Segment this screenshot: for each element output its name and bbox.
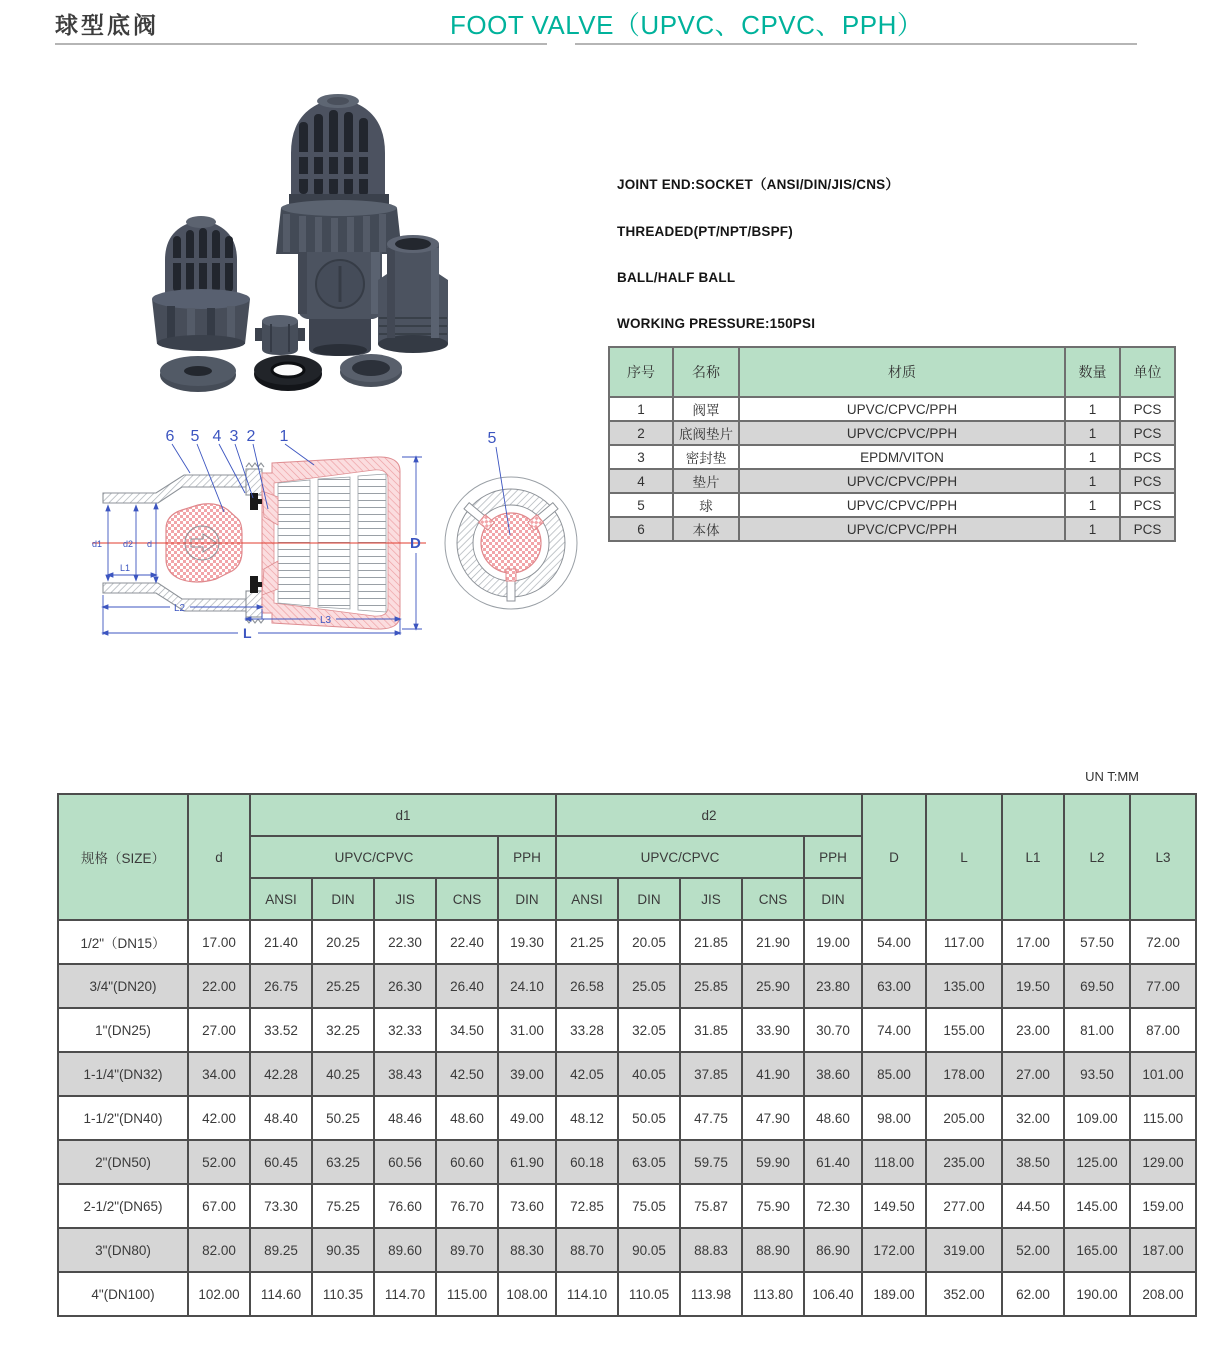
parts-table-cell: 底阀垫片 (673, 421, 739, 445)
parts-table-cell: 1 (1065, 493, 1120, 517)
dims-table-cell: 48.60 (436, 1096, 498, 1140)
dims-header-L2: L2 (1064, 794, 1130, 920)
dims-table-cell: 48.40 (250, 1096, 312, 1140)
dims-table-cell: 20.05 (618, 920, 680, 964)
dims-table-cell: 113.80 (742, 1272, 804, 1316)
dims-table-cell: 87.00 (1130, 1008, 1196, 1052)
dims-header-din-pph-d1: DIN (498, 878, 556, 920)
parts-table (608, 346, 1176, 542)
dims-table-cell: 86.90 (804, 1228, 862, 1272)
dims-header-din-d2: DIN (618, 878, 680, 920)
unit-note: UN T:MM (1085, 769, 1139, 784)
dims-table-row (58, 1272, 1196, 1316)
dims-table-cell: 62.00 (1002, 1272, 1064, 1316)
dims-table-cell: 88.83 (680, 1228, 742, 1272)
dimension-table (57, 793, 1197, 1317)
parts-header-unit: 单位 (1120, 347, 1175, 397)
photo-plug (255, 315, 305, 355)
dims-table-cell: 41.90 (742, 1052, 804, 1096)
parts-table-row (609, 445, 1175, 469)
dims-table-cell: 17.00 (188, 920, 250, 964)
dims-table-cell: 33.28 (556, 1008, 618, 1052)
dims-table-cell: 32.33 (374, 1008, 436, 1052)
dims-table-cell: 22.00 (188, 964, 250, 1008)
parts-table-cell: 5 (609, 493, 673, 517)
dims-table-cell: 38.60 (804, 1052, 862, 1096)
dim-label-L2: L2 (174, 603, 186, 614)
spec-line-ball: BALL/HALF BALL (617, 270, 736, 285)
dims-table-cell: 2-1/2"(DN65) (58, 1184, 188, 1228)
dims-table-cell: 47.75 (680, 1096, 742, 1140)
dims-table-cell: 114.60 (250, 1272, 312, 1316)
parts-table-cell: UPVC/CPVC/PPH (739, 517, 1065, 541)
dims-table-cell: 114.70 (374, 1272, 436, 1316)
dims-table-cell: 44.50 (1002, 1184, 1064, 1228)
dims-table-cell: 129.00 (1130, 1140, 1196, 1184)
dims-table-cell: 75.90 (742, 1184, 804, 1228)
dims-header-cns-d1: CNS (436, 878, 498, 920)
dims-table-cell: 208.00 (1130, 1272, 1196, 1316)
dims-table-cell: 114.10 (556, 1272, 618, 1316)
dims-table-cell: 34.50 (436, 1008, 498, 1052)
callout-5: 5 (190, 428, 200, 445)
dims-header-ansi-d1: ANSI (250, 878, 312, 920)
dims-table-cell: 32.05 (618, 1008, 680, 1052)
dims-table-cell: 72.30 (804, 1184, 862, 1228)
dims-table-cell: 85.00 (862, 1052, 926, 1096)
dims-header-upvc-cpvc-d2: UPVC/CPVC (556, 836, 804, 878)
dims-table-cell: 77.00 (1130, 964, 1196, 1008)
dims-table-cell: 61.90 (498, 1140, 556, 1184)
dims-table-row (58, 1228, 1196, 1272)
dims-table-cell: 2"(DN50) (58, 1140, 188, 1184)
dims-table-cell: 39.00 (498, 1052, 556, 1096)
dims-table-cell: 63.25 (312, 1140, 374, 1184)
dims-table-cell: 72.00 (1130, 920, 1196, 964)
dims-table-cell: 115.00 (1130, 1096, 1196, 1140)
parts-header-no: 序号 (609, 347, 673, 397)
parts-table-cell: 6 (609, 517, 673, 541)
photo-socket-adapter (378, 235, 448, 353)
dims-table-cell: 319.00 (926, 1228, 1002, 1272)
parts-header-material: 材质 (739, 347, 1065, 397)
parts-table-cell: 2 (609, 421, 673, 445)
dims-header-ansi-d2: ANSI (556, 878, 618, 920)
dims-table-cell: 89.25 (250, 1228, 312, 1272)
photo-gasket-disk (160, 356, 236, 392)
dims-table-cell: 1/2"（DN15） (58, 920, 188, 964)
dims-table-cell: 101.00 (1130, 1052, 1196, 1096)
parts-table-cell: UPVC/CPVC/PPH (739, 421, 1065, 445)
parts-table-cell: 本体 (673, 517, 739, 541)
parts-table-row (609, 517, 1175, 541)
dims-table-cell: 189.00 (862, 1272, 926, 1316)
parts-table-cell: 阀罩 (673, 397, 739, 421)
dims-header-cns-d2: CNS (742, 878, 804, 920)
dims-table-cell: 60.60 (436, 1140, 498, 1184)
dims-table-cell: 106.40 (804, 1272, 862, 1316)
parts-table-cell: 1 (609, 397, 673, 421)
dims-table-cell: 19.50 (1002, 964, 1064, 1008)
dims-table-cell: 115.00 (436, 1272, 498, 1316)
parts-table-row (609, 469, 1175, 493)
dims-table-cell: 3/4"(DN20) (58, 964, 188, 1008)
dims-table-row (58, 1052, 1196, 1096)
dim-label-L3: L3 (320, 615, 332, 626)
dims-table-cell: 74.00 (862, 1008, 926, 1052)
parts-header-name: 名称 (673, 347, 739, 397)
dims-table-cell: 352.00 (926, 1272, 1002, 1316)
dims-table-cell: 21.85 (680, 920, 742, 964)
dims-table-cell: 38.43 (374, 1052, 436, 1096)
dims-table-cell: 73.30 (250, 1184, 312, 1228)
dims-header-D: D (862, 794, 926, 920)
dims-table-cell: 40.25 (312, 1052, 374, 1096)
parts-table-cell: 1 (1065, 469, 1120, 493)
dim-label-L1: L1 (120, 563, 131, 573)
end-view (445, 430, 577, 609)
callout-2: 2 (246, 428, 256, 445)
dims-table-cell: 31.00 (498, 1008, 556, 1052)
spec-text-block (617, 173, 899, 362)
dims-table-cell: 110.05 (618, 1272, 680, 1316)
dims-table-cell: 73.60 (498, 1184, 556, 1228)
dims-table-row (58, 1008, 1196, 1052)
dims-table-cell: 60.56 (374, 1140, 436, 1184)
dims-table-cell: 26.30 (374, 964, 436, 1008)
dims-table-cell: 75.25 (312, 1184, 374, 1228)
dims-table-cell: 25.90 (742, 964, 804, 1008)
dims-table-cell: 113.98 (680, 1272, 742, 1316)
dims-table-row (58, 1096, 1196, 1140)
dims-table-cell: 72.85 (556, 1184, 618, 1228)
dims-header-L: L (926, 794, 1002, 920)
dims-table-cell: 89.70 (436, 1228, 498, 1272)
dims-table-cell: 125.00 (1064, 1140, 1130, 1184)
dims-table-cell: 23.00 (1002, 1008, 1064, 1052)
parts-table-cell: 3 (609, 445, 673, 469)
dims-table-cell: 178.00 (926, 1052, 1002, 1096)
dims-table-cell: 1-1/4"(DN32) (58, 1052, 188, 1096)
dims-table-cell: 98.00 (862, 1096, 926, 1140)
dims-table-cell: 52.00 (188, 1140, 250, 1184)
dims-table-cell: 277.00 (926, 1184, 1002, 1228)
dims-table-cell: 4"(DN100) (58, 1272, 188, 1316)
end-view-callout-5: 5 (487, 430, 497, 447)
dim-label-d2: d2 (123, 539, 134, 549)
dims-table-cell: 52.00 (1002, 1228, 1064, 1272)
parts-header-qty: 数量 (1065, 347, 1120, 397)
dims-table-cell: 159.00 (1130, 1184, 1196, 1228)
dims-header-pph-d2: PPH (804, 836, 862, 878)
spec-line-pressure: WORKING PRESSURE:150PSI (617, 316, 816, 331)
product-photo (95, 78, 585, 413)
dims-table-row (58, 1140, 1196, 1184)
dims-table-cell: 235.00 (926, 1140, 1002, 1184)
dims-header-d1-group: d1 (250, 794, 556, 836)
dims-table-cell: 118.00 (862, 1140, 926, 1184)
spec-line-threaded: THREADED(PT/NPT/BSPF) (617, 224, 793, 239)
dims-table-cell: 59.75 (680, 1140, 742, 1184)
dims-table-cell: 48.46 (374, 1096, 436, 1140)
dims-table-cell: 38.50 (1002, 1140, 1064, 1184)
dims-table-cell: 165.00 (1064, 1228, 1130, 1272)
parts-table-cell: UPVC/CPVC/PPH (739, 397, 1065, 421)
parts-table-cell: PCS (1120, 397, 1175, 421)
dims-table-cell: 108.00 (498, 1272, 556, 1316)
parts-table-cell: PCS (1120, 493, 1175, 517)
dims-table-cell: 76.60 (374, 1184, 436, 1228)
dims-table-cell: 17.00 (1002, 920, 1064, 964)
dims-table-row (58, 1184, 1196, 1228)
dims-header-din-pph-d2: DIN (804, 878, 862, 920)
dims-table-cell: 37.85 (680, 1052, 742, 1096)
title-underline-right (575, 43, 1137, 45)
dims-table-cell: 22.30 (374, 920, 436, 964)
dims-table-cell: 60.18 (556, 1140, 618, 1184)
title-underline-left (55, 43, 547, 45)
dims-table-cell: 54.00 (862, 920, 926, 964)
dims-table-cell: 205.00 (926, 1096, 1002, 1140)
dims-table-cell: 1"(DN25) (58, 1008, 188, 1052)
dims-table-cell: 47.90 (742, 1096, 804, 1140)
dims-table-cell: 22.40 (436, 920, 498, 964)
dims-header-L3: L3 (1130, 794, 1196, 920)
dims-table-cell: 25.85 (680, 964, 742, 1008)
parts-table-cell: 1 (1065, 517, 1120, 541)
callout-1: 1 (279, 428, 289, 445)
callout-numbers (166, 428, 289, 445)
dims-table-cell: 48.60 (804, 1096, 862, 1140)
parts-table-row (609, 421, 1175, 445)
dims-table-cell: 75.87 (680, 1184, 742, 1228)
dims-table-cell: 110.35 (312, 1272, 374, 1316)
dims-table-row (58, 920, 1196, 964)
dims-table-cell: 26.75 (250, 964, 312, 1008)
parts-table-cell: 垫片 (673, 469, 739, 493)
dims-table-cell: 33.52 (250, 1008, 312, 1052)
dims-table-cell: 135.00 (926, 964, 1002, 1008)
dims-table-cell: 42.28 (250, 1052, 312, 1096)
dims-table-cell: 32.25 (312, 1008, 374, 1052)
dims-table-cell: 48.12 (556, 1096, 618, 1140)
dims-table-cell: 1-1/2"(DN40) (58, 1096, 188, 1140)
technical-drawing (78, 413, 618, 658)
dims-table-cell: 50.05 (618, 1096, 680, 1140)
parts-table-cell: 1 (1065, 421, 1120, 445)
dims-table-cell: 117.00 (926, 920, 1002, 964)
dims-header-d2-group: d2 (556, 794, 862, 836)
dims-table-cell: 26.40 (436, 964, 498, 1008)
dims-table-cell: 24.10 (498, 964, 556, 1008)
dims-table-cell: 40.05 (618, 1052, 680, 1096)
photo-rubber-seal (254, 355, 322, 391)
dims-table-cell: 63.05 (618, 1140, 680, 1184)
dims-table-cell: 25.05 (618, 964, 680, 1008)
photo-gasket-ring (340, 354, 402, 387)
dims-table-cell: 61.40 (804, 1140, 862, 1184)
dims-table-cell: 190.00 (1064, 1272, 1130, 1316)
dims-header-d: d (188, 794, 250, 920)
parts-table-cell: 1 (1065, 445, 1120, 469)
dims-table-cell: 145.00 (1064, 1184, 1130, 1228)
dims-table-cell: 109.00 (1064, 1096, 1130, 1140)
dims-header-size: 规格（SIZE） (58, 794, 188, 920)
side-view (92, 428, 426, 641)
dims-header-upvc-cpvc-d1: UPVC/CPVC (250, 836, 498, 878)
dims-table-cell: 88.30 (498, 1228, 556, 1272)
dims-table-cell: 34.00 (188, 1052, 250, 1096)
dims-table-cell: 49.00 (498, 1096, 556, 1140)
dims-table-cell: 81.00 (1064, 1008, 1130, 1052)
dims-table-cell: 21.90 (742, 920, 804, 964)
callout-3: 3 (229, 428, 239, 445)
dims-table-cell: 30.70 (804, 1008, 862, 1052)
parts-table-cell: UPVC/CPVC/PPH (739, 469, 1065, 493)
parts-table-cell: PCS (1120, 421, 1175, 445)
dims-table-cell: 149.50 (862, 1184, 926, 1228)
dims-table-cell: 21.40 (250, 920, 312, 964)
dims-table-cell: 172.00 (862, 1228, 926, 1272)
dims-table-cell: 88.70 (556, 1228, 618, 1272)
page-title-en: FOOT VALVE（UPVC、CPVC、PPH） (450, 10, 924, 40)
parts-table-cell: 密封垫 (673, 445, 739, 469)
parts-table-cell: EPDM/VITON (739, 445, 1065, 469)
dims-header-din-d1: DIN (312, 878, 374, 920)
dims-table-cell: 3"(DN80) (58, 1228, 188, 1272)
parts-table-cell: UPVC/CPVC/PPH (739, 493, 1065, 517)
dim-label-d1: d1 (92, 539, 103, 549)
dims-table-cell: 19.00 (804, 920, 862, 964)
dims-table-cell: 63.00 (862, 964, 926, 1008)
parts-table-row (609, 493, 1175, 517)
dims-table-cell: 25.25 (312, 964, 374, 1008)
dims-table-cell: 23.80 (804, 964, 862, 1008)
dims-table-row (58, 964, 1196, 1008)
dims-table-cell: 90.35 (312, 1228, 374, 1272)
parts-table-cell: PCS (1120, 517, 1175, 541)
dims-table-cell: 42.50 (436, 1052, 498, 1096)
dims-table-cell: 42.00 (188, 1096, 250, 1140)
parts-table-cell: 1 (1065, 397, 1120, 421)
dims-table-cell: 60.45 (250, 1140, 312, 1184)
dims-table-cell: 93.50 (1064, 1052, 1130, 1096)
dims-table-cell: 26.58 (556, 964, 618, 1008)
dims-table-cell: 42.05 (556, 1052, 618, 1096)
dim-label-D: D (410, 535, 421, 552)
dims-table-cell: 19.30 (498, 920, 556, 964)
dims-table-cell: 88.90 (742, 1228, 804, 1272)
dims-table-cell: 187.00 (1130, 1228, 1196, 1272)
dims-table-cell: 32.00 (1002, 1096, 1064, 1140)
dims-header-pph-d1: PPH (498, 836, 556, 878)
dims-table-cell: 76.70 (436, 1184, 498, 1228)
dims-table-cell: 67.00 (188, 1184, 250, 1228)
dims-table-cell: 155.00 (926, 1008, 1002, 1052)
dims-table-cell: 20.25 (312, 920, 374, 964)
callout-6: 6 (165, 428, 175, 445)
parts-table-row (609, 397, 1175, 421)
dims-table-cell: 90.05 (618, 1228, 680, 1272)
parts-table-cell: PCS (1120, 445, 1175, 469)
dim-label-L: L (243, 625, 252, 641)
spec-line-joint-end: JOINT END:SOCKET（ANSI/DIN/JIS/CNS） (617, 177, 900, 192)
dims-table-cell: 27.00 (188, 1008, 250, 1052)
dims-header-jis-d1: JIS (374, 878, 436, 920)
dims-table-cell: 75.05 (618, 1184, 680, 1228)
dims-table-cell: 89.60 (374, 1228, 436, 1272)
dims-table-cell: 69.50 (1064, 964, 1130, 1008)
dims-header-L1: L1 (1002, 794, 1064, 920)
dims-table-cell: 102.00 (188, 1272, 250, 1316)
dims-table-cell: 57.50 (1064, 920, 1130, 964)
dims-table-cell: 31.85 (680, 1008, 742, 1052)
page-title-cn: 球型底阀 (55, 12, 159, 38)
dims-table-cell: 82.00 (188, 1228, 250, 1272)
photo-strainer-cage (152, 216, 250, 351)
parts-table-cell: PCS (1120, 469, 1175, 493)
parts-table-cell: 4 (609, 469, 673, 493)
dims-table-cell: 59.90 (742, 1140, 804, 1184)
parts-table-cell: 球 (673, 493, 739, 517)
dim-label-d: d (147, 539, 153, 549)
dims-table-cell: 27.00 (1002, 1052, 1064, 1096)
callout-4: 4 (212, 428, 222, 445)
dims-table-cell: 50.25 (312, 1096, 374, 1140)
dims-table-cell: 33.90 (742, 1008, 804, 1052)
dims-header-jis-d2: JIS (680, 878, 742, 920)
dims-table-cell: 21.25 (556, 920, 618, 964)
